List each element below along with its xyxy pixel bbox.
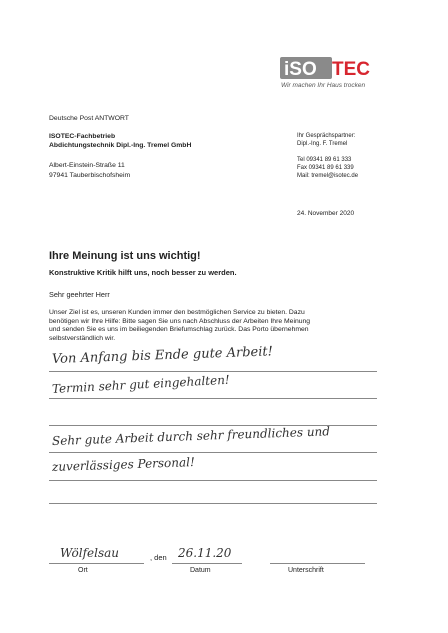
logo-text-tec: TEC: [332, 59, 370, 80]
body-line: und senden Sie es uns im beiliegenden Briefumschlag zurück. Das Porto übernehmen: [49, 326, 309, 334]
isotec-logo: [280, 56, 376, 80]
recipient-city: 97941 Tauberbischofsheim: [49, 172, 131, 179]
date-line: [172, 563, 242, 564]
recipient-street: Albert-Einstein-Straße 11: [49, 162, 125, 169]
signature-line: [270, 563, 365, 564]
handwritten-comment-2: Termin sehr gut eingehalten!: [51, 372, 231, 396]
reply-label: Deutsche Post ANTWORT: [49, 115, 129, 122]
body-line: benötigen wir Ihre Hilfe: Bitte sagen Sie uns nach Abschluss der Arbeiten Ihre Meinung: [49, 317, 311, 325]
unterschrift-label: Unterschrift: [288, 567, 324, 574]
handwritten-comment-3: Sehr gute Arbeit durch sehr freundliches und: [51, 424, 331, 448]
feedback-line: [49, 371, 377, 372]
feedback-line: [49, 480, 377, 481]
place-line: [49, 563, 144, 564]
recipient-line1: ISOTEC-Fachbetrieb: [49, 133, 116, 140]
logo-text-iso: iSO: [284, 59, 317, 80]
handwritten-place: Wölfelsau: [60, 546, 120, 560]
salutation: Sehr geehrter Herr: [49, 290, 110, 299]
contact-name: Dipl.-Ing. F. Tremel: [297, 141, 348, 147]
body-line: Unser Ziel ist es, unseren Kunden immer den bestmöglichen Service zu bieten. Dazu: [49, 309, 305, 316]
recipient-line2: Abdichtungstechnik Dipl.-Ing. Tremel GmbH: [49, 142, 192, 149]
contact-block: [297, 132, 358, 180]
datum-label: Datum: [190, 567, 211, 574]
den-label: , den: [150, 553, 167, 562]
contact-fax: Fax 09341 89 61 339: [297, 165, 354, 171]
feedback-line: [49, 503, 377, 504]
body-text: [49, 309, 310, 344]
handwritten-comment-1: Von Anfang bis Ende gute Arbeit!: [51, 344, 274, 367]
contact-label: Ihr Gesprächspartner:: [297, 133, 356, 139]
handwritten-comment-4: zuverlässiges Personal!: [51, 455, 196, 474]
subheading: Konstruktive Kritik hilft uns, noch besser zu werden.: [49, 268, 237, 277]
feedback-line: [49, 398, 377, 399]
letter-date: 24. November 2020: [297, 210, 355, 217]
logo-tagline: Wir machen Ihr Haus trocken: [281, 82, 366, 89]
page-title: Ihre Meinung ist uns wichtig!: [49, 250, 201, 262]
body-line: selbstverständlich wir.: [49, 335, 116, 343]
contact-tel: Tel 09341 89 61 333: [297, 157, 352, 163]
feedback-line: [49, 452, 377, 453]
handwritten-date: 26.11.20: [178, 546, 232, 560]
ort-label: Ort: [78, 567, 88, 574]
contact-mail: Mail: tremel@isotec.de: [297, 173, 359, 179]
